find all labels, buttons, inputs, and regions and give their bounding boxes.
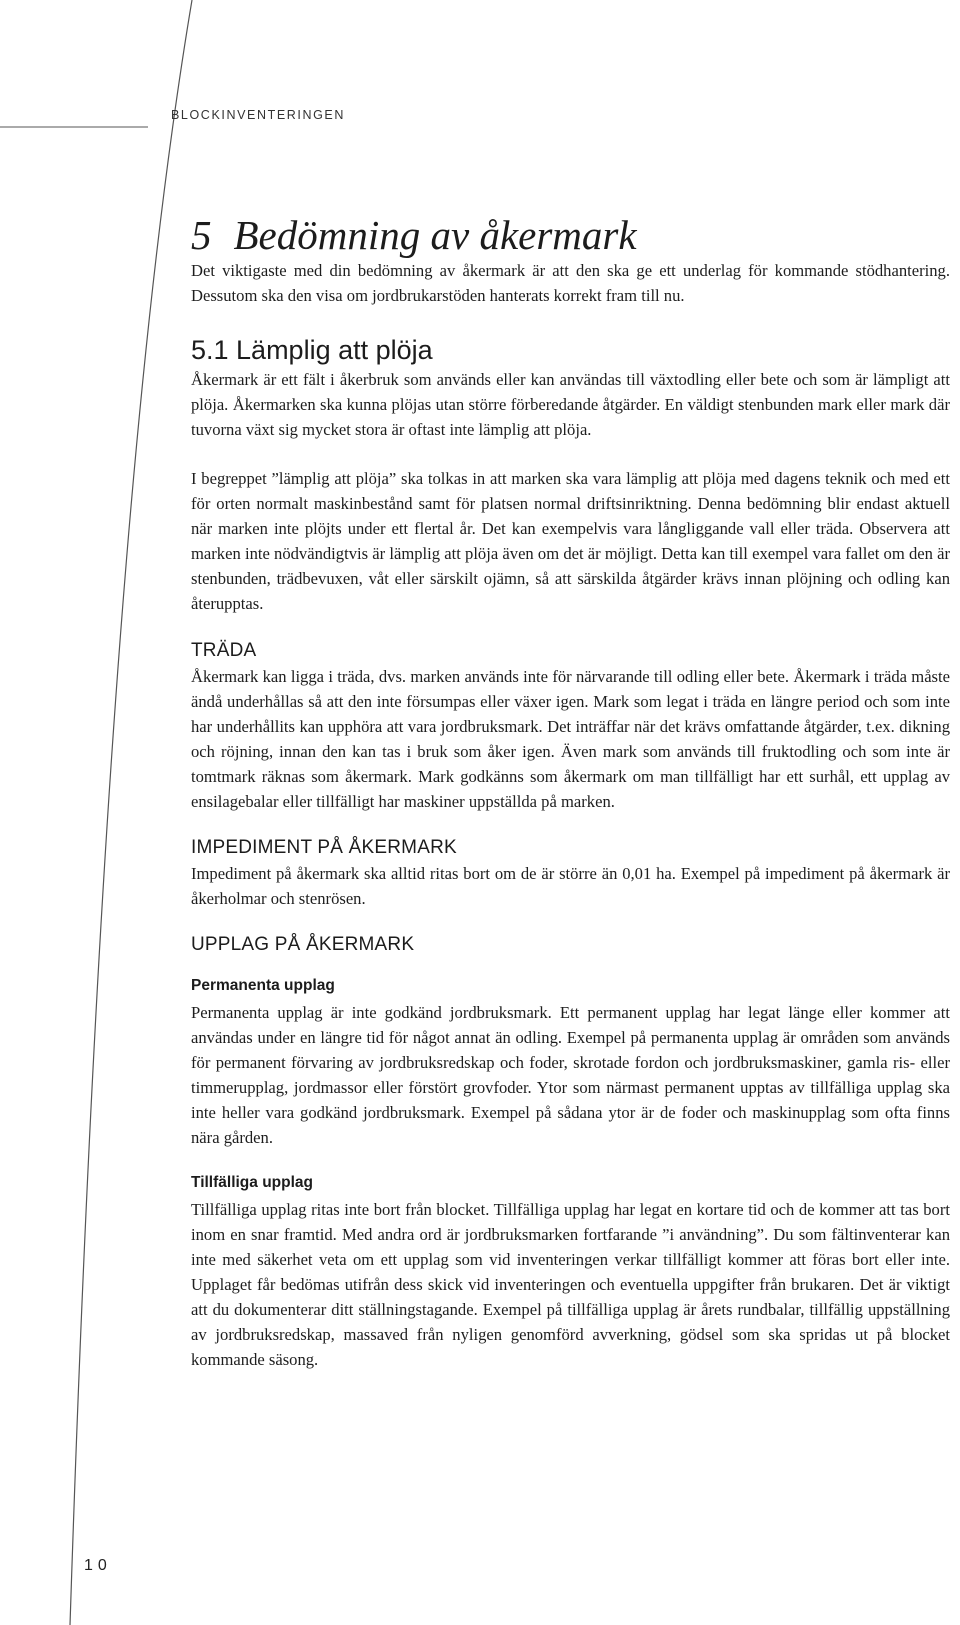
permanenta-upplag-paragraph: Permanenta upplag är inte godkänd jordbruksmark. Ett permanent upplag har legat länge eller kommer att användas under en längre tid för något annat än odling. Exempel på permanenta upplag är områden som används för permanent förvaring av jordbruksredskap och foder, skrotade fordon och jordbruksmaskiner, gamla ris- eller timmerupplag, jordmassor eller förstört grovfoder. Ytor som närmast permanent upptas av tillfälliga upplag ska inte heller vara godkänd jordbruksmark. Exempel på sådana ytor är de foder och maskinupplag som ofta finns nära gården. — [191, 1003, 950, 1147]
impediment-paragraph: Impediment på åkermark ska alltid ritas bort om de är större än 0,01 ha. Exempel på impediment på åkermark är åkerholmar och stenrösen. — [191, 864, 950, 908]
chapter-number: 5 — [191, 212, 212, 258]
impediment-heading: IMPEDIMENT PÅ ÅKERMARK — [191, 837, 457, 858]
page-content — [191, 210, 950, 1372]
section-5-1-paragraph-1: Åkermark är ett fält i åkerbruk som används eller kan användas till växtodling eller bete och som är lämpligt att plöja. Åkermarken ska kunna plöjas utan större förberedande åtgärder. En väldigt stenbunden mark eller mark där tuvorna växt sig mycket stora är oftast inte lämplig att plöja. — [191, 370, 950, 439]
curved-margin-line — [70, 0, 192, 1625]
trada-heading: TRÄDA — [191, 640, 257, 661]
tillfalliga-upplag-heading: Tillfälliga upplag — [191, 1174, 314, 1191]
trada-paragraph: Åkermark kan ligga i träda, dvs. marken används inte för närvarande till odling eller bete. Åkermark i träda måste ändå underhållas så att den inte försumpas eller växer igen. Mark som legat i träda en längre period och som inte har underhållits kan upphöra att vara jordbruksmark. Det inträffar när det krävs omfattande åtgärder, t.ex. dikning och röjning, innan den kan tas i bruk som åker igen. Även mark som används till fruktodling och som inte är tomtmark räknas som åkermark. Mark godkänns som åkermark om man tillfälligt har ett surhål, ett upplag av ensilagebalar eller tillfälligt har maskiner uppställda på marken. — [191, 667, 950, 811]
chapter-title — [191, 210, 950, 260]
chapter-intro: Det viktigaste med din bedömning av åkermark är att den ska ge ett underlag för kommande stödhantering. Dessutom ska den visa om jordbrukarstöden hanterats korrekt fram till nu. — [191, 261, 950, 305]
tillfalliga-upplag-paragraph: Tillfälliga upplag ritas inte bort från blocket. Tillfälliga upplag har legat en kortare tid och de kommer att tas bort inom en snar framtid. Med andra ord är jordbruksmarken fortfarande ”i användning”. Du som fältinventerar kan inte med säkerhet veta om ett upplag som vid inventeringen verkar tillfälligt kommer att föras bort eller inte. Upplaget får bedömas utifrån dess skick vid inventeringen och eventuella uppgifter från brukaren. Det är viktigt att du dokumenterar ditt ställningstagande. Exempel på tillfälliga upplag är årets rundbalar, tillfällig uppställning av jordbruksredskap, massaved från nyligen genomförd avverkning, gödsel som ska spridas ut på blocket kommande säsong. — [191, 1200, 950, 1369]
section-heading-5-1: 5.1 Lämplig att plöja — [191, 335, 433, 365]
permanenta-upplag-heading: Permanenta upplag — [191, 977, 335, 994]
page-number: 10 — [84, 1557, 112, 1574]
chapter-title-text: Bedömning av åkermark — [233, 212, 637, 258]
section-5-1-paragraph-2: I begreppet ”lämplig att plöja” ska tolkas in att marken ska vara lämplig att plöja med dagens teknik och med ett för orten normalt maskinbestånd samt för platsen normal driftsinriktning. Denna bedömning blir endast aktuell när marken inte plöjts under ett flertal år. Det kan exempelvis vara långliggande vall eller träda. Observera att marken inte nödvändigtvis är lämplig att plöja även om det är möjligt. Detta kan till exempel vara fallet om den är stenbunden, trädbevuxen, våt eller särskilt ojämn, så att särskilda åtgärder krävs innan plöjning och odling kan återupptas. — [191, 469, 950, 613]
upplag-heading: UPPLAG PÅ ÅKERMARK — [191, 934, 415, 955]
running-header: BLOCKINVENTERINGEN — [171, 108, 345, 122]
